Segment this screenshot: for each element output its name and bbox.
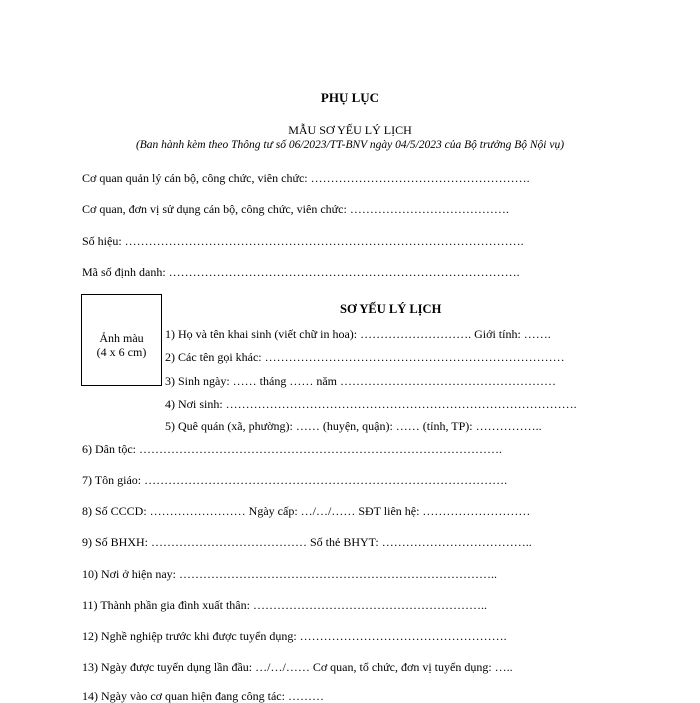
photo-box <box>81 294 162 386</box>
field-birth-date: 3) Sinh ngày: …… tháng …… năm ……………………………………………… <box>165 374 556 388</box>
field-full-name: 1) Họ và tên khai sinh (viết chữ in hoa): ………………………. Giới tính: ……. <box>165 327 551 341</box>
form-name: MẪU SƠ YẾU LÝ LỊCH <box>288 123 412 137</box>
photo-label: Ảnh màu <box>99 331 144 345</box>
field-ethnicity: 6) Dân tộc: ………………………………………………………………………………. <box>82 442 502 456</box>
field-employing-unit: Cơ quan, đơn vị sử dụng cán bộ, công chức, viên chức: …………………………………. <box>82 202 509 216</box>
field-serial-number: Số hiệu: ………………………………………………………………………………………. <box>82 234 524 248</box>
field-recruitment-date: 13) Ngày được tuyển dụng lần đầu: …/…/…… Cơ quan, tổ chức, đơn vị tuyển dụng: ….. <box>82 660 513 674</box>
field-family-background: 11) Thành phần gia đình xuất thân: ………………………………………………….. <box>82 598 487 612</box>
field-current-address: 10) Nơi ở hiện nay: …………………………………………………………………….. <box>82 567 498 581</box>
field-social-insurance: 9) Số BHXH: ………………………………… Số thẻ BHYT: ……………………………….. <box>82 535 532 549</box>
field-hometown: 5) Quê quán (xã, phường): …… (huyện, quận): …… (tỉnh, TP): …………….. <box>165 419 542 433</box>
field-managing-agency: Cơ quan quản lý cán bộ, công chức, viên chức: ………………………………………………. <box>82 171 530 185</box>
field-other-names: 2) Các tên gọi khác: ………………………………………………………………… <box>165 350 565 364</box>
field-birth-place: 4) Nơi sinh: ……………………………………………………………………………. <box>165 397 577 411</box>
field-joining-date: 14) Ngày vào cơ quan hiện đang công tác: ……… <box>82 689 324 703</box>
field-religion: 7) Tôn giáo: ………………………………………………………………………………. <box>82 473 508 487</box>
field-previous-occupation: 12) Nghề nghiệp trước khi được tuyển dụng: ……………………………………………. <box>82 629 507 643</box>
photo-size-label: (4 x 6 cm) <box>96 345 147 359</box>
field-id-card: 8) Số CCCD: …………………… Ngày cấp: …/…/…… SĐT liên hệ: ……………………… <box>82 504 531 518</box>
appendix-title: PHỤ LỤC <box>320 90 380 105</box>
section-title: SƠ YẾU LÝ LỊCH <box>340 302 442 316</box>
field-identifier-code: Mã số định danh: ……………………………………………………………………………. <box>82 265 520 279</box>
issued-note: (Ban hành kèm theo Thông tư số 06/2023/TT-BNV ngày 04/5/2023 của Bộ trưởng Bộ Nội vụ) <box>135 139 565 151</box>
